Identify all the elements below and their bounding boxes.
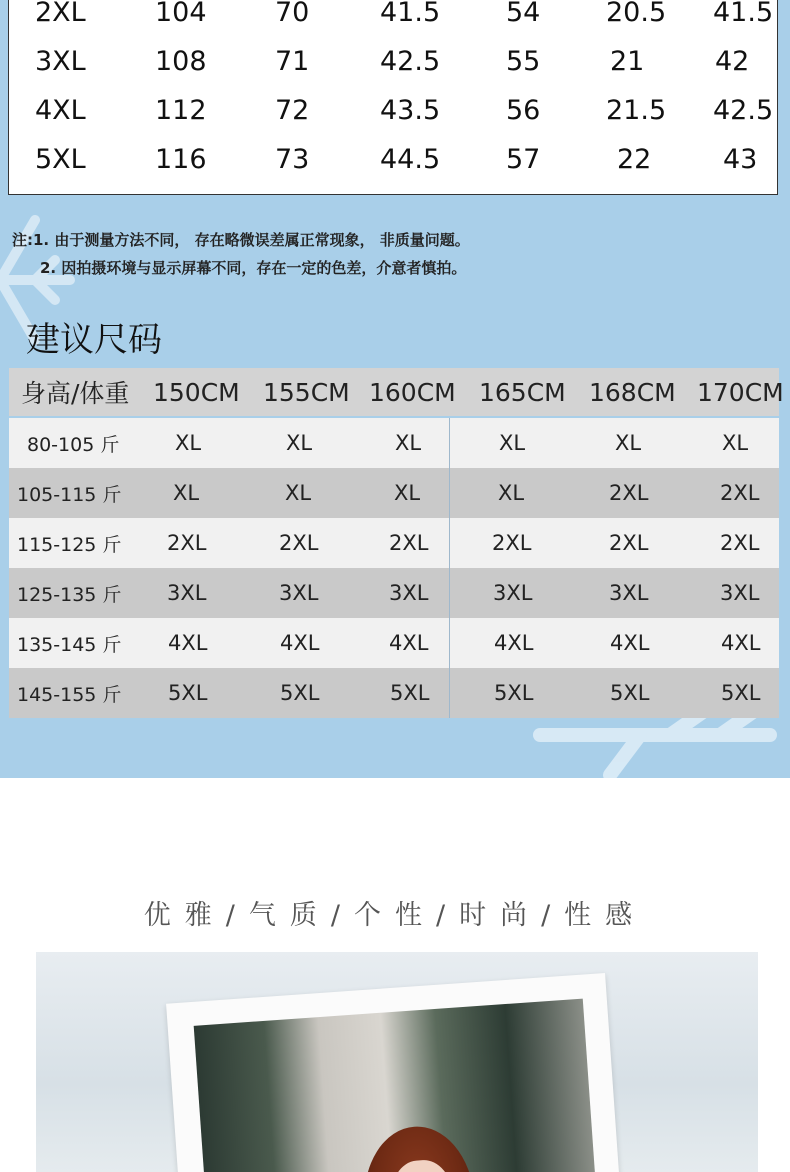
table-cell: 21 <box>610 46 645 77</box>
table-cell: 42 <box>715 46 750 77</box>
weight-range: 145-155 斤 <box>17 683 122 706</box>
table-cell: XL <box>499 431 526 455</box>
table-cell: 20.5 <box>606 0 667 28</box>
table-row <box>9 568 779 618</box>
table-cell: 70 <box>275 0 310 28</box>
table-row <box>9 86 777 135</box>
table-cell: 43 <box>723 144 758 175</box>
table-cell: 5XL <box>494 681 534 705</box>
header-cell: 155CM <box>263 377 350 407</box>
table-cell: 73 <box>275 144 310 175</box>
header-cell: 170CM <box>697 377 784 407</box>
table-cell: 104 <box>155 0 207 28</box>
table-cell: 55 <box>506 46 541 77</box>
table-cell: 116 <box>155 144 207 175</box>
table-cell: 4XL <box>494 631 534 655</box>
weight-range: 80-105 斤 <box>27 433 120 456</box>
table-cell: 5XL <box>168 681 208 705</box>
table-cell: 21.5 <box>606 95 667 126</box>
table-header <box>9 368 784 416</box>
table-cell: 2XL <box>609 531 649 555</box>
photo-frame <box>166 973 626 1172</box>
table-cell: 3XL <box>279 581 319 605</box>
size-label: 4XL <box>35 95 86 126</box>
table-cell: 2XL <box>167 531 207 555</box>
table-cell: 42.5 <box>713 95 774 126</box>
table-cell: 2XL <box>720 481 760 505</box>
table-cell: 54 <box>506 0 541 28</box>
weight-range: 105-115 斤 <box>17 483 122 506</box>
table-cell: 57 <box>506 144 541 175</box>
table-cell: 22 <box>617 144 652 175</box>
table-cell: XL <box>285 481 312 505</box>
size-measurement-table <box>8 0 778 195</box>
measurement-notes <box>12 226 470 282</box>
photo-image <box>194 999 601 1172</box>
header-cell: 160CM <box>369 377 456 407</box>
table-cell: 2XL <box>389 531 429 555</box>
table-cell: XL <box>498 481 525 505</box>
table-cell: 72 <box>275 95 310 126</box>
table-cell: XL <box>395 431 422 455</box>
table-cell: 71 <box>275 46 310 77</box>
table-cell: 2XL <box>492 531 532 555</box>
table-cell: 56 <box>506 95 541 126</box>
table-cell: 3XL <box>167 581 207 605</box>
table-row <box>9 468 779 518</box>
table-row <box>9 668 779 718</box>
weight-range: 135-145 斤 <box>17 633 122 656</box>
table-cell: 3XL <box>720 581 760 605</box>
table-cell: 5XL <box>280 681 320 705</box>
table-cell: 5XL <box>610 681 650 705</box>
table-cell: XL <box>394 481 421 505</box>
table-cell: XL <box>173 481 200 505</box>
table-row <box>9 37 777 86</box>
table-cell: XL <box>286 431 313 455</box>
table-row <box>9 135 777 184</box>
table-cell: XL <box>175 431 202 455</box>
table-cell: 3XL <box>389 581 429 605</box>
header-cell: 身高/体重 <box>21 379 130 408</box>
table-cell: 2XL <box>279 531 319 555</box>
table-cell: 44.5 <box>380 144 441 175</box>
table-cell: 4XL <box>721 631 761 655</box>
table-row <box>9 618 779 668</box>
size-label: 2XL <box>35 0 86 28</box>
table-row <box>9 0 777 37</box>
note-line-1: 注:1. 由于测量方法不同， 存在略微误差属正常现象， 非质量问题。 <box>12 231 470 249</box>
table-cell: 4XL <box>168 631 208 655</box>
table-cell: 3XL <box>609 581 649 605</box>
size-label: 3XL <box>35 46 86 77</box>
model-photo <box>36 952 758 1172</box>
column-divider <box>449 418 450 718</box>
table-cell: 5XL <box>721 681 761 705</box>
table-cell: 5XL <box>390 681 430 705</box>
table-cell: 2XL <box>720 531 760 555</box>
header-cell: 168CM <box>589 377 676 407</box>
note-line-2: 2. 因拍摄环境与显示屏幕不同，存在一定的色差，介意者慎拍。 <box>40 259 467 277</box>
size-label: 5XL <box>35 144 86 175</box>
table-cell: XL <box>722 431 749 455</box>
header-cell: 165CM <box>479 377 566 407</box>
header-cell: 150CM <box>153 377 240 407</box>
table-cell: 41.5 <box>380 0 441 28</box>
slogan-text: 优雅/气质/个性/时尚/性感 <box>143 900 647 931</box>
table-row <box>9 418 779 468</box>
weight-range: 115-125 斤 <box>17 533 122 556</box>
table-cell: 112 <box>155 95 207 126</box>
table-cell: 42.5 <box>380 46 441 77</box>
table-cell: 4XL <box>610 631 650 655</box>
table-cell: 4XL <box>280 631 320 655</box>
recommend-size-title: 建议尺码 <box>26 320 162 360</box>
table-cell: 4XL <box>389 631 429 655</box>
table-cell: 2XL <box>609 481 649 505</box>
weight-range: 125-135 斤 <box>17 583 122 606</box>
table-cell: 108 <box>155 46 207 77</box>
table-cell: 3XL <box>493 581 533 605</box>
table-cell: XL <box>615 431 642 455</box>
table-cell: 41.5 <box>713 0 774 28</box>
table-row <box>9 518 779 568</box>
table-cell: 43.5 <box>380 95 441 126</box>
